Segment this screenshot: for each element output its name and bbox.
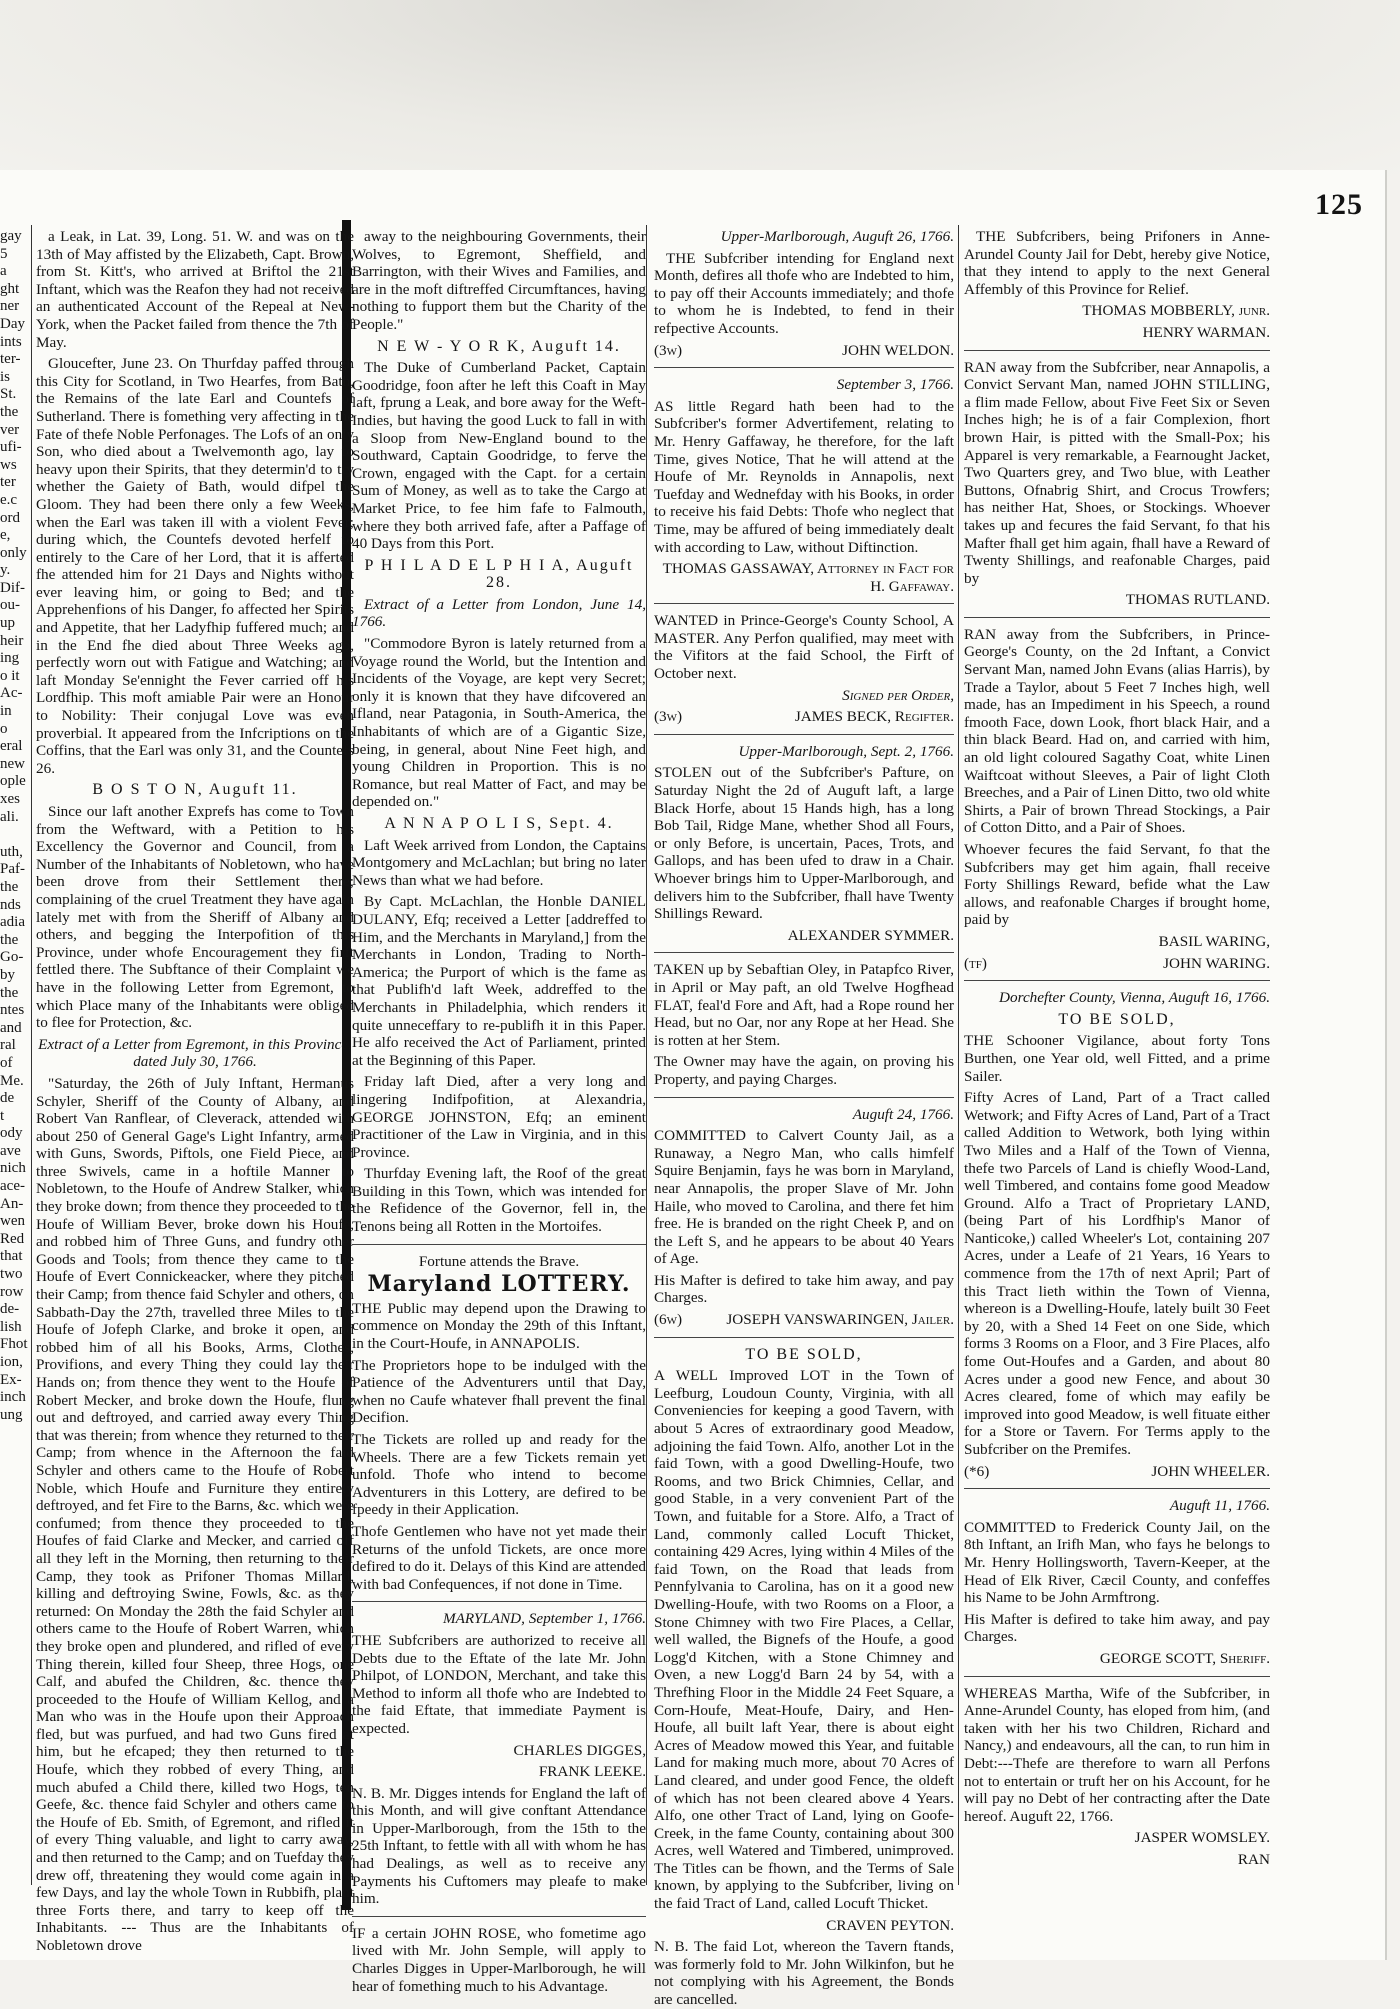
edge-fragment: ali. bbox=[0, 808, 19, 825]
signature-name: JAMES BECK, Regifter. bbox=[794, 708, 954, 726]
edge-fragment: 5 bbox=[0, 245, 8, 262]
column-1 bbox=[36, 228, 354, 1954]
page-number: 125 bbox=[1315, 188, 1363, 221]
letter-heading: Extract of a Letter from Egremont, in this Province, dated July 30, 1766. bbox=[38, 1035, 352, 1071]
edge-fragment: Red bbox=[0, 1230, 25, 1247]
edge-fragment: row bbox=[0, 1283, 24, 1300]
insertion-mark: (*6) bbox=[964, 1462, 990, 1480]
signature bbox=[964, 955, 1270, 973]
ad-paragraph: WHEREAS Martha, Wife of the Subfcriber, in Anne-Arundel County, has eloped from him, (and taken with her his two Children, Richard and Nancy,) and endeavours, all the can, to run him in Debt:---Thefe are therefore to warn all Perfons not to entertain or truft her on his Account, for he will pay no Debt of her contracting after the Date hereof. Auguft 22, 1766. bbox=[964, 1684, 1270, 1825]
edge-fragment: the bbox=[0, 931, 19, 948]
edge-fragment: t bbox=[0, 1107, 5, 1124]
edge-fragment: ral bbox=[0, 1037, 16, 1054]
edge-fragment: nich bbox=[0, 1160, 26, 1177]
ad-dateline: Dorchefter County, Vienna, Auguft 16, 1766. bbox=[999, 989, 1270, 1007]
edge-fragment: is bbox=[0, 368, 11, 385]
signature: CRAVEN PEYTON. bbox=[826, 1916, 954, 1934]
ad-paragraph: COMMITTED to Calvert County Jail, as a Runaway, a Negro Man, who calls himfelf Squire Benjamin, fays he was born in Maryland, near Annapolis, the proper Slave of Mr. John Haile, who moved to Carolina, and there fet him free. He is branded on the right Cheek P, and on the Left S, and he appears to be about 40 Years of Age. bbox=[654, 1127, 954, 1268]
edge-fragment: ion, bbox=[0, 1354, 23, 1370]
column-rule bbox=[31, 225, 32, 1885]
edge-fragment: ody bbox=[0, 1125, 23, 1142]
column-2 bbox=[352, 228, 646, 1995]
lottery-advertisement bbox=[352, 1244, 646, 1594]
dateline-heading: N E W - Y O R K, Auguft 14. bbox=[377, 337, 621, 355]
edge-fragment: o bbox=[0, 720, 8, 737]
ad-paragraph: THE Schooner Vigilance, about forty Tons Burthen, one Year old, well Fitted, and a prime Sailer. bbox=[964, 1032, 1270, 1085]
insertion-mark: (6w) bbox=[654, 1311, 683, 1329]
edge-fragment: the bbox=[0, 984, 19, 1001]
edge-fragment: the bbox=[0, 403, 19, 420]
edge-fragment: by bbox=[0, 966, 15, 983]
ad-paragraph: Thofe Gentlemen who have not yet made their Returns of the unfold Tickets, are once more defired to do it. Delays of this Kind are attended with bad Confequences, if not done in Time. bbox=[352, 1522, 646, 1593]
dateline-heading: P H I L A D E L P H I A, Auguft 28. bbox=[364, 556, 634, 592]
news-paragraph: "Commodore Byron is lately returned from a Voyage round the World, but the Intention and Incidents of the Voyage, are kept very Secret; only it is known that they have difcovered an Ifland, near Patagonia, in South-America, the Inhabitants of which are of a Gigantic Size, being, in general, about Nine Feet high, and young Children in Proportion. This is no Romance, but real Matter of Fact, and may be depended on." bbox=[352, 635, 646, 811]
ad-paragraph: The Proprietors hope to be indulged with the Patience of the Adventurers until that Day, when no Caufe whatever fhall prevent the final Decifion. bbox=[352, 1356, 646, 1427]
insertion-mark: (tf) bbox=[964, 954, 987, 972]
edge-fragment: ints bbox=[0, 333, 22, 350]
signature: THOMAS RUTLAND. bbox=[1125, 591, 1270, 609]
edge-fragment: new bbox=[0, 755, 25, 772]
john-rose-notice bbox=[352, 1916, 646, 1995]
signature-name: JOHN WELDON. bbox=[842, 341, 954, 359]
news-paragraph: a Leak, in Lat. 39, Long. 51. W. and was on the 13th of May affisted by the Elizabeth, Capt. Brown, from St. Kitt's, who arrived at Briftol the 21st Inftant, which was the Reafon they had not received an authenticated Account of the Repeal at New-York, when the Packet failed from thence the 7th of May. bbox=[36, 228, 354, 351]
dateline-heading: A N N A P O L I S, Sept. 4. bbox=[384, 815, 614, 832]
edge-fragment: adia bbox=[0, 914, 25, 931]
edge-fragment: wen bbox=[0, 1213, 25, 1230]
edge-fragment: heir bbox=[0, 632, 24, 649]
column-rule bbox=[958, 225, 959, 1885]
committed-irishman-notice bbox=[964, 1488, 1270, 1667]
edge-fragment: that bbox=[0, 1248, 23, 1265]
signature-name: JOHN WHEELER. bbox=[1151, 1462, 1270, 1480]
newspaper-page bbox=[0, 170, 1387, 2009]
edge-fragment: a bbox=[0, 263, 7, 280]
lottery-title: Maryland LOTTERY. bbox=[367, 1271, 631, 1298]
edge-fragment: ter bbox=[0, 474, 16, 491]
committed-runaway-notice bbox=[654, 1097, 954, 1329]
edge-fragment: ner bbox=[0, 298, 20, 315]
scan-background-top bbox=[0, 0, 1400, 180]
edge-fragment: of bbox=[0, 1054, 13, 1071]
edge-fragment: ung bbox=[0, 1406, 23, 1423]
left-edge-fragments bbox=[0, 228, 28, 1424]
edge-fragment: ople bbox=[0, 773, 26, 790]
ad-paragraph: Fifty Acres of Land, Part of a Tract called Wetwork; and Fifty Acres of Land, Part of a Tract called Addition to Wetwork, both lying within Two Miles and a Half of the Town of Vienna, thefe two Parcels of Land is chiefly Wood-Land, well Timbered, and contains fome good Meadow Ground. Alfo a Tract of Proprietary LAND, (being Part of his Lordfhip's Manor of Nanticoke,) called Wheeler's Lot, containing 207 Acres, under a Leafe of 21 Years, 16 Years to commence from the 17th of next April; Part of this Tract lieth within the Town of Vienna, whereon is a Dwelling-Houfe, lately built 30 Feet by 20, with a Shed 14 Feet on one Side, which forms 3 Rooms on a Floor, and 3 Fire Places, alfo fome Out-Houfes and a Garden, and about 80 Acres under a good new Fence, and about 30 Acres cleared, fome of which may eafily be improved into good Meadow, is well fituate either for a Store or Tavern. For Terms apply to the Subfcriber on the Premifes. bbox=[964, 1089, 1270, 1458]
edge-fragment bbox=[0, 826, 28, 844]
edge-fragment: the bbox=[0, 878, 19, 895]
edge-fragment: ace- bbox=[0, 1178, 25, 1195]
edge-fragment: e.c bbox=[0, 491, 18, 508]
edge-fragment: Day bbox=[0, 315, 25, 332]
edge-fragment: ord bbox=[0, 509, 20, 526]
stolen-horse-notice bbox=[654, 734, 954, 945]
edge-fragment: only bbox=[0, 544, 27, 561]
ad-dateline: Upper-Marlborough, Auguft 26, 1766. bbox=[720, 228, 954, 245]
edge-fragment: lish bbox=[0, 1318, 22, 1335]
signature: THOMAS MOBBERLY, junr. bbox=[1082, 302, 1270, 320]
news-paragraph: Thurfday Evening laft, the Roof of the great Building in this Town, which was intended for the Refidence of the Governor, fell in, the Tenons being all Rotten in the Mortoifes. bbox=[352, 1165, 646, 1236]
ad-heading: TO BE SOLD, bbox=[745, 1345, 863, 1363]
ad-paragraph: A WELL Improved LOT in the Town of Leefburg, Loudoun County, Virginia, with all Conveniencies for keeping a good Tavern, with about 5 Acres of extraordinary good Meadow, adjoining the faid Town. Alfo, another Lot in the faid Town, with a good Dwelling-Houfe, two Rooms, and two Brick Chimnies, Cellar, and good Stable, in a very convenient Part of the Town, and fuitable for a Store. Alfo, a Tract of Land, commonly called Locuft Thicket, containing 429 Acres, lying within 4 Miles of the faid Town, on the Road that leads from Pennfylvania to Carolina, has on it a good new Dwelling-Houfe, with two Rooms on a Floor, a Stone Chimney with two Fire Places, a Cellar, well walled, the Bignefs of the Houfe, a good Logg'd Kitchen, with a Stone Chimney and Oven, a new Logg'd Barn 24 by 54, with a Threfhing Floor in the Middle 24 Feet Square, a Corn-Houfe, Meat-Houfe, Dairy, and Hen-Houfe, all built laft Year, there is about eight Acres of Meadow mowed this Year, and fuitable Land for making much more, about 70 Acres of Land cleared, and under good Fence, the oldeft of which has not been cleared above 4 Years. Alfo, one other Tract of Land, lying on Goofe-Creek, in the fame County, containing about 300 Acres, well Watered and Timbered, unimproved. The Titles can be fhown, and the Terms of Sale known, by applying to the Subfcriber, living on the faid Tract of Land, called Locuft Thicket. bbox=[654, 1367, 954, 1913]
signature: ALEXANDER SYMMER. bbox=[787, 926, 954, 944]
ad-paragraph: Whoever fecures the faid Servant, fo that the Subfcribers may get him again, fhall receive Forty Shillings Reward, befide what the Law allows, and reafonable Charges if brought home, paid by bbox=[964, 841, 1270, 929]
signature: HENRY WARMAN. bbox=[1142, 323, 1270, 341]
news-paragraph: Gloucefter, June 23. On Thurfday paffed through this City for Scotland, in Two Hearfes, from Bath, the Remains of the late Earl and Countefs of Sutherland. There is fomething very affecting in the Fate of thefe Noble Perfonages. The Lofs of an only Son, who died about a Twelvemonth ago, lay fo heavy upon their Spirits, that they determin'd to try whether the Gaiety of Bath, would difpel the Gloom. They had been there only a few Weeks, when the Earl was taken ill with a violent Fever; during which, the Countefs devoted herfelf fo entirely to the Care of her Lord, that it is afferted fhe attended him for 21 Days and Nights without ever leaving him, or going to Bed; and the Apprehenfions of his Danger, fo affected her Spirits and Appetite, that her Ladyfhip fuffered much; and in the End fhe died about Three Weeks ago, perfectly worn out with Fatigue and Watching; and laft Monday Se'ennight the Fever carried off his Lordfhip. This moft amiable Pair were an Honour to Nobility: Their conjugal Love was even proverbial. It appeared from the Infcriptions on the Coffins, that the Earl was only 31, and the Countefs 26. bbox=[36, 355, 354, 777]
column-3 bbox=[654, 228, 954, 2009]
edge-fragment: ing bbox=[0, 650, 20, 667]
schooner-for-sale-notice bbox=[964, 980, 1270, 1480]
edge-fragment: gay bbox=[0, 228, 22, 244]
signature bbox=[654, 708, 954, 726]
ad-paragraph: WANTED in Prince-George's County School, A MASTER. Any Perfon qualified, may meet with the Vifitors at the faid School, the Firft of October next. bbox=[654, 612, 954, 683]
flat-taken-notice bbox=[654, 952, 954, 1088]
ad-dateline: Upper-Marlborough, Sept. 2, 1766. bbox=[738, 742, 954, 760]
news-paragraph: By Capt. McLachlan, the Honble DANIEL DULANY, Efq; received a Letter [addreffed to Him, and the Merchants in Maryland,] from the Merchants in London, Trading to North-America; the Purport of which is the fame as that Publifh'd laft Week, addreffed to the Merchants in Philadelphia, which renders it quite unneceffary to re-publifh it in this Paper. He alfo received the Act of Parliament, printed at the Beginning of this Paper. bbox=[352, 893, 646, 1069]
news-paragraph: Laft Week arrived from London, the Captains Montgomery and McLachlan; but bring no later News than what we had before. bbox=[352, 836, 646, 889]
edge-fragment: ufi- bbox=[0, 439, 22, 456]
ad-paragraph: THE Subfcribers are authorized to receive all Debts due to the Eftate of the late Mr. John Philpot, of LONDON, Merchant, and take this Method to inform all thofe who are Indebted to the faid Eftate, that immediate Payment is expected. bbox=[352, 1631, 646, 1737]
edge-fragment: ou- bbox=[0, 597, 20, 614]
ad-paragraph: RAN away from the Subfcriber, near Annapolis, a Convict Servant Man, named JOHN STILLING, a flim made Fellow, about Five Feet Six or Seven Inches high; he is of a fair Complexion, fhort brown Hair, is pitted with the Small-Pox; his Apparel is very remarkable, a Fearnought Jacket, Two Quarters grey, and Two blue, with Leather Buttons, Ofnabrig Shirt, and Crocus Trowfers; has neither Hat, Shoes, or Stockings. Whoever takes up and fecures the faid Servant, fo that his Mafter fhall get him again, fhall have a Reward of Twenty Shillings, and reafonable Charges, paid by bbox=[964, 358, 1270, 587]
edge-fragment: ntes bbox=[0, 1002, 25, 1019]
edge-fragment: Dif- bbox=[0, 579, 25, 596]
edge-fragment: o it bbox=[0, 667, 20, 684]
ad-paragraph: His Mafter is defired to take him away, and pay Charges. bbox=[964, 1610, 1270, 1646]
ad-paragraph: His Mafter is defired to take him away, and pay Charges. bbox=[654, 1271, 954, 1307]
ad-paragraph: The Tickets are rolled up and ready for the Wheels. There are a few Tickets remain yet unfold. Thofe who intend to become Adventurers in this Lottery, are defired to be fpeedy in their Application. bbox=[352, 1431, 646, 1519]
ad-dateline: September 3, 1766. bbox=[836, 376, 954, 394]
edge-fragment: St. bbox=[0, 386, 17, 403]
edge-fragment: nds bbox=[0, 896, 21, 913]
ad-paragraph: TAKEN up by Sebaftian Oley, in Patapfco River, in April or May paft, an old Twelve Hogfhead FLAT, feal'd Fore and Aft, had a Rope round her Head, but no Oar, nor any Rope at her Head. She is rotten at her Stem. bbox=[654, 961, 954, 1049]
lot-for-sale-notice bbox=[654, 1337, 954, 2009]
edge-fragment: ws bbox=[0, 456, 17, 473]
ad-paragraph: STOLEN out of the Subfcriber's Pafture, on Saturday Night the 2d of Auguft laft, a large Black Horfe, about 15 Hands high, has a long Bob Tail, Ridge Mane, whether Shod all Fours, or only Before, is uncertain, Paces, Trots, and Gallops, and has been ufed to draw in a Chair. Whoever brings him to Upper-Marlborough, and delivers him to the Subfcriber, fhall have Twenty Shillings Reward. bbox=[654, 764, 954, 923]
ad-paragraph: THE Public may depend upon the Drawing to commence on Monday the 29th of this Inftant, in the Court-Houfe, in ANNAPOLIS. bbox=[352, 1299, 646, 1353]
catchword: RAN bbox=[1237, 1850, 1270, 1868]
edge-fragment: Ex- bbox=[0, 1371, 22, 1388]
runaway-stilling-notice bbox=[964, 350, 1270, 609]
edge-fragment: ter- bbox=[0, 351, 21, 368]
ad-dateline: Auguft 11, 1766. bbox=[1169, 1497, 1270, 1515]
news-paragraph: The Duke of Cumberland Packet, Captain Goodridge, foon after he left this Coaft in May laft, fprung a Leak, and bore away for the Weft-Indies, but having the good Luck to fall in with a Sloop from New-England bound to the Southward, Captain Goodridge, to ferve the Crown, engaged with the Capt. for a certain Sum of Money, as well as to take the Cargo at Market Price, to fee him fafe to Falmouth, where they both arrived fafe, after a Paffage of 40 Days from this Port. bbox=[352, 359, 646, 553]
news-paragraph: Since our laft another Exprefs has come to Town from the Weftward, with a Petition to his Excellency the Governor and Council, from a Number of the Inhabitants of Nobletown, who have been drove from their Settlement there; complaining of the cruel Treatment they have again lately met with from the Sheriff of Albany and others, and begging the Interpofition of this Province, under whofe Encouragement they firft fettled there. The Subftance of their Complaint we have in the following Letter from Egremont, to which Place many of the Inhabitants were obliged to flee for Protection, &c. bbox=[36, 803, 354, 1032]
edge-fragment: inch bbox=[0, 1389, 26, 1406]
signature: CHARLES DIGGES, bbox=[513, 1741, 646, 1759]
edge-fragment: de- bbox=[0, 1301, 20, 1318]
edge-fragment: Paf- bbox=[0, 861, 25, 878]
ad-paragraph: The Owner may have the again, on proving his Property, and paying Charges. bbox=[654, 1053, 954, 1088]
signature: THOMAS GASSAWAY, Attorney in Fact for H. Gaffaway. bbox=[662, 560, 954, 595]
ad-paragraph: RAN away from the Subfcribers, in Prince-George's County, on the 2d Inftant, a Convict Servant Man, named John Evans (alias Harris), by Trade a Taylor, about 5 Feet 7 Inches high, well made, has an Impediment in his Speech, a round fmooth Face, down Look, fhort black Hair, and a thin black Beard. Had on, and carried with him, an old light coloured Sagathy Coat, white Linen Waiftcoat without Sleeves, a Pair of light Cloth Breeches, and a Pair of Linen Ditto, two old white Shirts, a Pair of brown Thread Stockings, a Pair of Cotton Ditto, and a Pair of Shoes. bbox=[964, 625, 1270, 837]
signature: Signed per Order, bbox=[842, 686, 954, 704]
edge-fragment: Me. bbox=[0, 1072, 24, 1089]
ad-heading: TO BE SOLD, bbox=[1058, 1010, 1176, 1028]
eloped-wife-notice bbox=[964, 1676, 1270, 1847]
edge-fragment: eral bbox=[0, 738, 23, 755]
ad-paragraph: N. B. The faid Lot, whereon the Tavern ftands, was formerly fold to Mr. John Wilkinfon, but he not complying with his Agreement, the Bonds are cancelled. bbox=[654, 1938, 954, 2009]
signature: FRANK LEEKE. bbox=[538, 1763, 646, 1781]
signature-name: JOSEPH VANSWARINGEN, Jailer. bbox=[726, 1311, 954, 1329]
ad-paragraph: THE Subfcribers, being Prifoners in Anne-Arundel County Jail for Debt, hereby give Notice, that they intend to apply to the next General Affembly of this Province for Relief. bbox=[964, 228, 1270, 298]
edge-fragment: e, bbox=[0, 527, 11, 544]
news-paragraph: Friday laft Died, after a very long and lingering Indifpofition, at Alexandria, GEORGE JOHNSTON, Efq; an eminent Practitioner of the Law in Virginia, and in this Province. bbox=[352, 1073, 646, 1161]
column-rule bbox=[646, 225, 647, 1885]
insertion-mark: (3w) bbox=[654, 708, 683, 726]
insertion-mark: (3w) bbox=[654, 341, 683, 359]
ad-paragraph: THE Subfcriber intending for England next Month, defires all thofe who are Indebted to him, to pay off their Accounts immediately; and thofe to whom he is Indebted, to fend in their refpective Accounts. bbox=[654, 249, 954, 337]
ad-paragraph: IF a certain JOHN ROSE, who fometime ago lived with Mr. John Semple, will apply to Charles Digges in Upper-Marlborough, he will hear of fomething much to his Advantage. bbox=[352, 1924, 646, 1995]
signature bbox=[654, 342, 954, 360]
signature-name: JOHN WARING. bbox=[1163, 954, 1270, 972]
edge-fragment: ave bbox=[0, 1142, 21, 1159]
runaway-evans-notice bbox=[964, 617, 1270, 972]
signature bbox=[654, 1311, 954, 1329]
edge-fragment: y. bbox=[0, 562, 11, 579]
signature: JASPER WOMSLEY. bbox=[1134, 1829, 1270, 1847]
gassaway-notice bbox=[654, 367, 954, 595]
edge-fragment: uth, bbox=[0, 843, 23, 860]
ad-paragraph: COMMITTED to Frederick County Jail, on the 8th Inftant, an Irifh Man, who fays he belongs to Mr. Henry Hollingsworth, Tavern-Keeper, at the Head of Elk River, Cæcil County, and confeffes his Name to be John Armftrong. bbox=[964, 1518, 1270, 1607]
column-4 bbox=[964, 228, 1270, 1878]
edge-fragment: Ac- bbox=[0, 685, 23, 702]
estate-notice bbox=[352, 1601, 646, 1908]
signature: BASIL WARING, bbox=[1158, 932, 1270, 950]
news-paragraph: "Saturday, the 26th of July Inftant, Hermanus Schyler, Sheriff of the County of Albany, and Robert Van Ranflear, of Cleverack, attended with about 250 of General Gage's Light Infantry, armed with Guns, Swords, Piftols, one Field Piece, and three Swivels, came in a hoftile Manner to Nobletown, to the Houfe of Andrew Stalker, which they broke down; from thence they proceeded to the Houfe of William Bever, broke down his Houfe, and robbed him of Three Guns, and fundry other Goods and Tools; from thence they came to the Houfe of Evert Connickeacker, where they pitched their Camp; from thence faid Schyler and others, on Sabbath-Day the 27th, travelled three Miles to the Houfe of Jofeph Clarke, and broke it open, and robbed him of all his Books, Arms, Clothes, Provifions, and every Thing they could lay their Hands on; from thence they went to the Houfe of Robert Mecker, and broke down the Houfe, flung out and deftroyed, and carried away every Thing that was therein; from whence they returned to their Camp; from whence in the Afternoon the faid Schyler and others came to the Houfe of Robert Noble, which Houfe and Furniture they entirely deftroyed, and fet Fire to the Barns, &c. which were confumed; from thence they proceeded to the Houfes of faid Clarke and Mecker, and carried off all they left in the Morning, then returning to their Camp, they took as Prifoner Thomas Millard, killing and deftroying Swine, Fowls, &c. as they returned: On Monday the 28th the faid Schyler and others came to the Houfe of Robert Warren, which they broke open and plundered, and rifled of every Thing therein, killed four Sheep, three Hogs, one Calf, and abufed the Children, &c. thence they proceeded to the Houfe of William Kellog, and a Man who was in the Houfe upon their Approach fled, but was purfued, and had two Guns fired at him, but he efcaped; they then returned to the Houfe, which they robbed of every Thing, and much abufed a Child there, killed two Hogs, ten Geefe, &c. thence faid Schyler and others came to the Houfe of Eb. Smith, of Egremont, and rifled it of every Thing valuable, and light to carry away, and then returned to the Camp; and on Tuefday they drew off, threatening they would come again in a few Days, and lay the whole Town in Rubbifh, plant three Forts there, and tarry to keep off the Inhabitants. --- Thus are the Inhabitants of Nobletown drove bbox=[36, 1074, 354, 1954]
edge-fragment: Fhot bbox=[0, 1336, 28, 1353]
signature: GEORGE SCOTT, Sheriff. bbox=[1099, 1649, 1270, 1667]
signature bbox=[964, 1463, 1270, 1481]
edge-fragment: two bbox=[0, 1266, 23, 1283]
edge-fragment: up bbox=[0, 615, 15, 632]
edge-fragment: and bbox=[0, 1019, 22, 1036]
ad-paragraph: N. B. Mr. Digges intends for England the laft of this Month, and will give conftant Attendance in Upper-Marlborough, from the 15th to the 25th Inftant, to fettle with all with whom he has had Dealings, as well as to receive any Payments his Cuftomers may pleafe to make him. bbox=[352, 1784, 646, 1908]
ad-dateline: MARYLAND, September 1, 1766. bbox=[442, 1610, 646, 1628]
edge-fragment: An- bbox=[0, 1195, 24, 1212]
edge-fragment: de bbox=[0, 1090, 15, 1107]
edge-fragment: Go- bbox=[0, 949, 24, 966]
schoolmaster-wanted bbox=[654, 603, 954, 726]
lottery-motto: Fortune attends the Brave. bbox=[418, 1252, 580, 1270]
edge-fragment: ght bbox=[0, 280, 20, 297]
edge-fragment: xes bbox=[0, 791, 20, 807]
edge-fragment: in bbox=[0, 703, 12, 720]
news-paragraph: away to the neighbouring Governments, their Wolves, to Egremont, Sheffield, and Barrington, with their Wives and Families, and are in the moft diftreffed Circumftances, having nothing to fupport them but the Charity of the People." bbox=[352, 228, 646, 333]
ad-paragraph: AS little Regard hath been had to the Subfcriber's former Advertifement, relating to Mr. Henry Gaffaway, he therefore, for the laft Time, gives Notice, That he will attend at the Houfe of Mr. Reynolds in Annapolis, next Tuefday and Wednefday with his Books, in order to receive his faid Debts: Thofe who neglect that Time, may be affured of being immediately dealt with according to Law, without Diftinction. bbox=[654, 397, 954, 556]
ad-dateline: Auguft 24, 1766. bbox=[852, 1105, 954, 1123]
letter-heading: Extract of a Letter from London, June 14, 1766. bbox=[352, 595, 646, 631]
edge-fragment: ver bbox=[0, 421, 20, 438]
dateline-heading: B O S T O N, Auguft 11. bbox=[92, 781, 298, 799]
